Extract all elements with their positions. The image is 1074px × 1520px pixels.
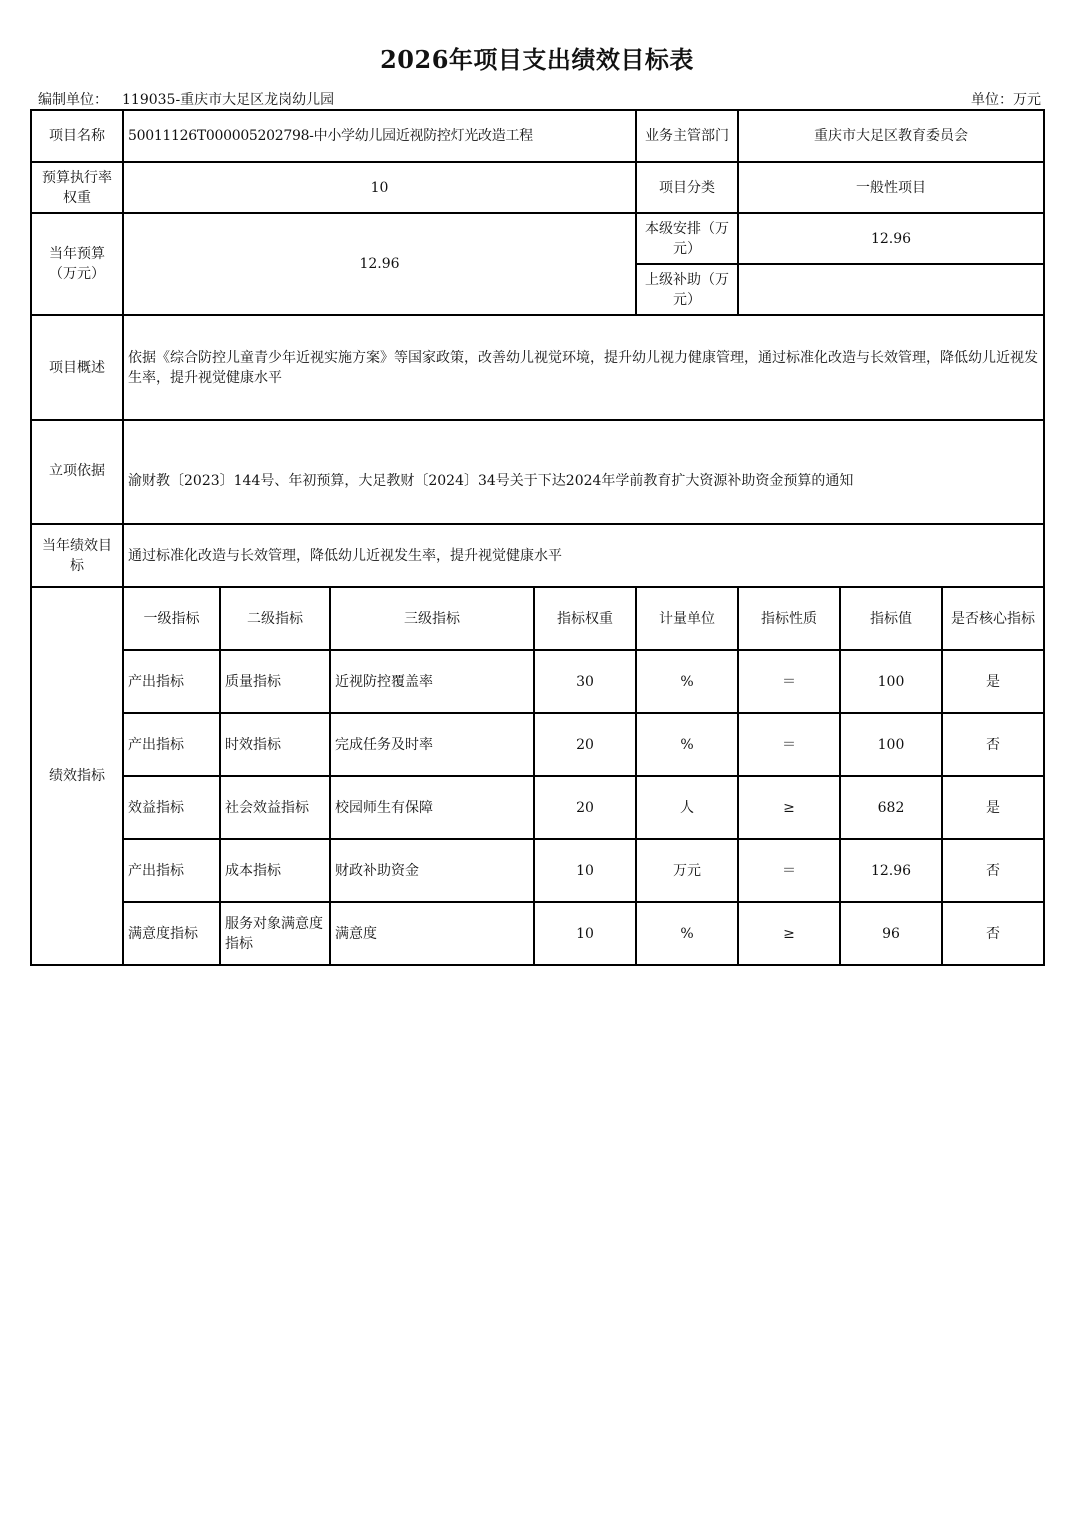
compiling-unit xyxy=(38,89,334,109)
local-value: 12.96 xyxy=(738,213,1044,264)
local-label: 本级安排（万元） xyxy=(636,213,738,264)
indicator-nature: ≥ xyxy=(738,902,840,965)
header-level1: 一级指标 xyxy=(123,587,220,650)
indicator-weight: 10 xyxy=(534,902,636,965)
header-level3: 三级指标 xyxy=(330,587,534,650)
indicator-core: 是 xyxy=(942,776,1044,839)
header-nature: 指标性质 xyxy=(738,587,840,650)
indicator-value: 96 xyxy=(840,902,942,965)
goal-label: 当年绩效目标 xyxy=(31,524,123,587)
indicator-core: 是 xyxy=(942,650,1044,713)
header-unit: 计量单位 xyxy=(636,587,738,650)
indicators-section-label: 绩效指标 xyxy=(31,587,123,965)
indicator-unit: 万元 xyxy=(636,839,738,902)
currency-unit: 单位：万元 xyxy=(971,92,1041,108)
indicator-level1: 效益指标 xyxy=(123,776,220,839)
category-label: 项目分类 xyxy=(636,162,738,213)
indicator-level2: 服务对象满意度指标 xyxy=(220,902,330,965)
indicator-weight: 30 xyxy=(534,650,636,713)
basis-label: 立项依据 xyxy=(31,420,123,524)
header-weight: 指标权重 xyxy=(534,587,636,650)
indicator-value: 682 xyxy=(840,776,942,839)
indicator-level2: 社会效益指标 xyxy=(220,776,330,839)
indicator-unit: 人 xyxy=(636,776,738,839)
indicator-value: 12.96 xyxy=(840,839,942,902)
header-value: 指标值 xyxy=(840,587,942,650)
indicator-level3: 校园师生有保障 xyxy=(330,776,534,839)
indicator-row xyxy=(31,839,1044,902)
upper-value xyxy=(738,264,1044,315)
indicator-level2: 成本指标 xyxy=(220,839,330,902)
indicator-level1: 产出指标 xyxy=(123,650,220,713)
indicator-level3: 满意度 xyxy=(330,902,534,965)
indicator-weight: 10 xyxy=(534,839,636,902)
indicator-level2: 质量指标 xyxy=(220,650,330,713)
budget-row xyxy=(31,213,1044,264)
indicator-unit: % xyxy=(636,713,738,776)
summary-row xyxy=(31,315,1044,420)
indicator-level1: 产出指标 xyxy=(123,713,220,776)
indicator-level3: 财政补助资金 xyxy=(330,839,534,902)
indicator-value: 100 xyxy=(840,650,942,713)
indicator-nature: ＝ xyxy=(738,713,840,776)
indicator-core: 否 xyxy=(942,902,1044,965)
indicator-level3: 近视防控覆盖率 xyxy=(330,650,534,713)
indicator-row xyxy=(31,902,1044,965)
indicator-unit: % xyxy=(636,650,738,713)
indicator-nature: ≥ xyxy=(738,776,840,839)
summary-label: 项目概述 xyxy=(31,315,123,420)
indicator-core: 否 xyxy=(942,839,1044,902)
dept-value: 重庆市大足区教育委员会 xyxy=(738,110,1044,162)
indicator-row xyxy=(31,713,1044,776)
indicator-level1: 产出指标 xyxy=(123,839,220,902)
project-name-label: 项目名称 xyxy=(31,110,123,162)
indicator-unit: % xyxy=(636,902,738,965)
compiling-unit-label: 编制单位： xyxy=(38,92,108,108)
project-name-row xyxy=(31,110,1044,162)
budget-label: 当年预算（万元） xyxy=(31,213,123,315)
indicator-nature: ＝ xyxy=(738,650,840,713)
indicator-row xyxy=(31,776,1044,839)
upper-label: 上级补助（万元） xyxy=(636,264,738,315)
indicator-nature: ＝ xyxy=(738,839,840,902)
budget-value: 12.96 xyxy=(123,213,636,315)
goal-value: 通过标准化改造与长效管理，降低幼儿近视发生率，提升视觉健康水平 xyxy=(123,524,1044,587)
weight-label: 预算执行率权重 xyxy=(31,162,123,213)
weight-value: 10 xyxy=(123,162,636,213)
performance-table xyxy=(30,109,1045,966)
indicator-value: 100 xyxy=(840,713,942,776)
indicator-header-row xyxy=(31,587,1044,650)
goal-row xyxy=(31,524,1044,587)
indicator-weight: 20 xyxy=(534,776,636,839)
compiling-unit-value: 119035-重庆市大足区龙岗幼儿园 xyxy=(122,92,335,108)
summary-value: 依据《综合防控儿童青少年近视实施方案》等国家政策，改善幼儿视觉环境，提升幼儿视力健康管理，通过标准化改造与长效管理，降低幼儿近视发生率，提升视觉健康水平 xyxy=(123,315,1044,420)
header-core: 是否核心指标 xyxy=(942,587,1044,650)
dept-label: 业务主管部门 xyxy=(636,110,738,162)
basis-value: 渝财教〔2023〕144号、年初预算，大足教财〔2024〕34号关于下达2024年学前教育扩大资源补助资金预算的通知 xyxy=(123,420,1044,524)
weight-row xyxy=(31,162,1044,213)
indicator-row xyxy=(31,650,1044,713)
project-name-value: 50011126T000005202798-中小学幼儿园近视防控灯光改造工程 xyxy=(123,110,636,162)
page-title: 2026年项目支出绩效目标表 xyxy=(380,45,694,74)
indicator-weight: 20 xyxy=(534,713,636,776)
basis-row xyxy=(31,420,1044,524)
indicator-level3: 完成任务及时率 xyxy=(330,713,534,776)
category-value: 一般性项目 xyxy=(738,162,1044,213)
indicator-level1: 满意度指标 xyxy=(123,902,220,965)
indicator-level2: 时效指标 xyxy=(220,713,330,776)
header-level2: 二级指标 xyxy=(220,587,330,650)
indicator-core: 否 xyxy=(942,713,1044,776)
